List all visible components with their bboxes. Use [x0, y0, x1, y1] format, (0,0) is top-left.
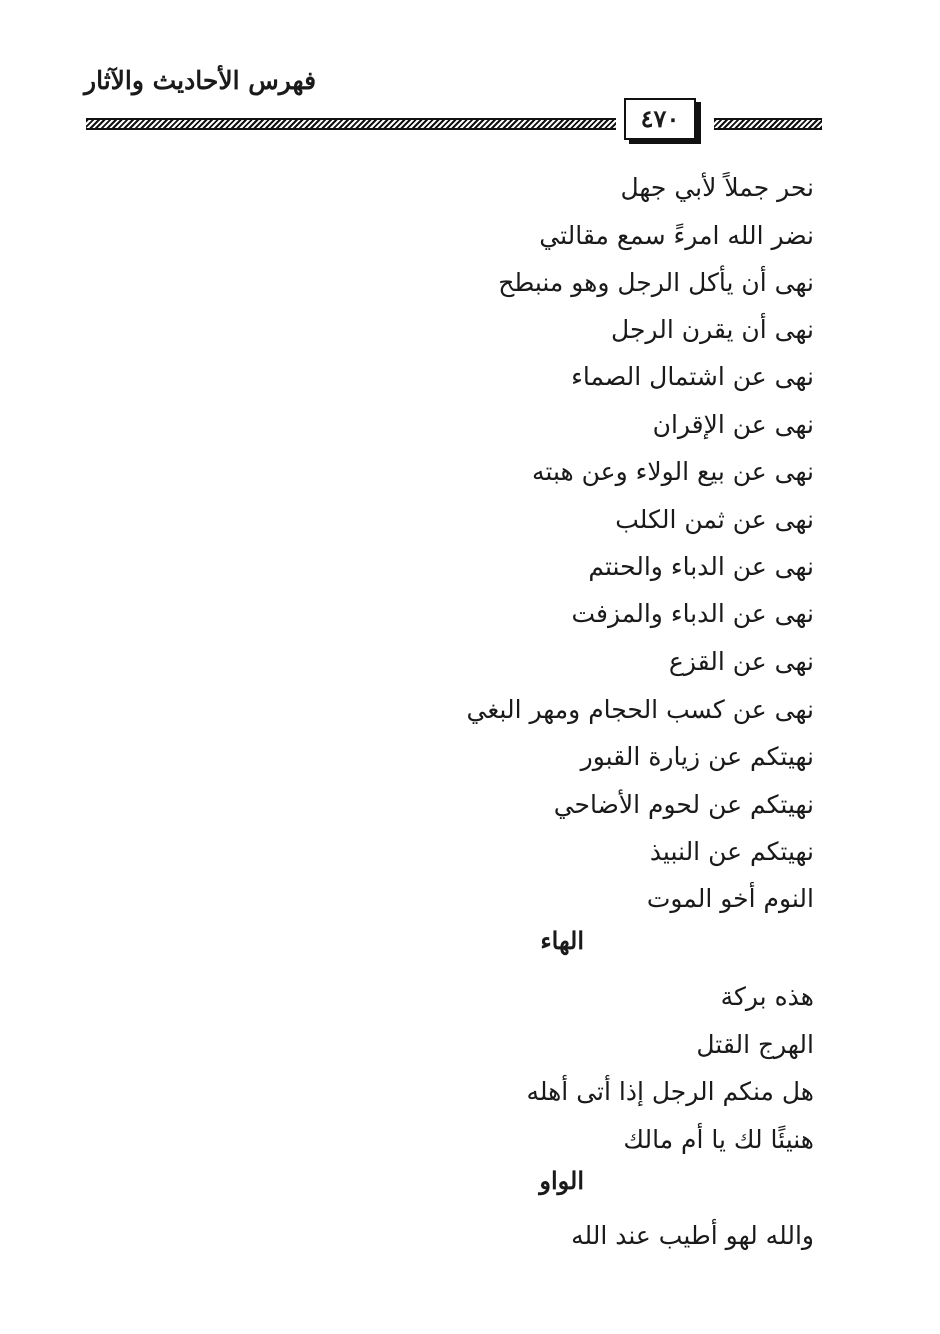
entry-text: نهى عن بيع الولاء وعن هبته: [532, 457, 814, 486]
entry-pages: [0, 769, 220, 805]
entry-pages: [0, 674, 220, 710]
entry-text: نهيتكم عن زيارة القبور: [580, 742, 814, 771]
entry-pages: [0, 200, 220, 236]
running-title: فهرس الأحاديث والآثار: [84, 66, 317, 95]
entry-text: نهى عن الإقران: [652, 410, 814, 439]
entry-text: الهرج القتل: [696, 1030, 814, 1059]
entry-pages: [0, 389, 220, 425]
entry-text: نهى عن الدباء والحنتم: [588, 552, 814, 581]
entry-text: نهى عن كسب الحجام ومهر البغي: [466, 695, 814, 724]
entry-text: نهى عن اشتمال الصماء: [571, 362, 814, 391]
entry-text: نضر الله امرءً سمع مقالتي: [539, 221, 814, 250]
index-entry: [0, 1120, 940, 1166]
entry-pages: [0, 816, 220, 852]
entry-pages: [0, 961, 220, 997]
entry-pages: [0, 436, 92, 472]
entry-pages: [0, 247, 220, 283]
entry-text: هنيئًا لك يا أم مالك: [623, 1125, 814, 1154]
entry-text: نهى عن ثمن الكلب: [615, 505, 814, 534]
entry-text: نهى أن يقرن الرجل: [611, 315, 814, 344]
index-entry: [0, 879, 940, 925]
header-rule-left: [86, 118, 616, 130]
entry-text: نهى عن القزع: [668, 647, 814, 676]
section-heading-ha: الهاء: [540, 926, 584, 955]
section-heading-waw: الواو: [539, 1166, 584, 1195]
entry-text: هل منكم الرجل إذا أتى أهله: [526, 1077, 814, 1106]
page-number: ٤٧٠: [624, 98, 696, 140]
entry-pages: [0, 863, 220, 899]
entry-text: نحر جملاً لأبي جهل: [620, 173, 814, 202]
entry-pages: [0, 1009, 150, 1045]
entry-text: نهيتكم عن لحوم الأضاحي: [553, 790, 814, 819]
entry-text: والله لهو أطيب عند الله: [571, 1221, 814, 1250]
index-entry: [0, 1216, 940, 1262]
entry-text: هذه بركة: [720, 982, 814, 1011]
index-entry: [0, 405, 940, 451]
entry-pages: [0, 531, 220, 567]
entry-pages: [0, 484, 220, 520]
entry-pages: [0, 341, 220, 377]
entry-text: نهى أن يأكل الرجل وهو منبطح: [498, 268, 814, 297]
entry-text: النوم أخو الموت: [646, 884, 814, 913]
entry-pages: [0, 721, 220, 757]
entry-pages: [0, 578, 152, 614]
entry-pages: [0, 1200, 216, 1236]
entry-pages: [0, 626, 220, 662]
entry-pages: [0, 1056, 220, 1092]
entry-pages: [0, 152, 220, 188]
entry-text: نهيتكم عن النبيذ: [649, 837, 814, 866]
entry-pages: [0, 1104, 220, 1140]
header-rule-right: [714, 118, 822, 130]
entry-pages: [0, 294, 220, 330]
entry-text: نهى عن الدباء والمزفت: [571, 599, 814, 628]
